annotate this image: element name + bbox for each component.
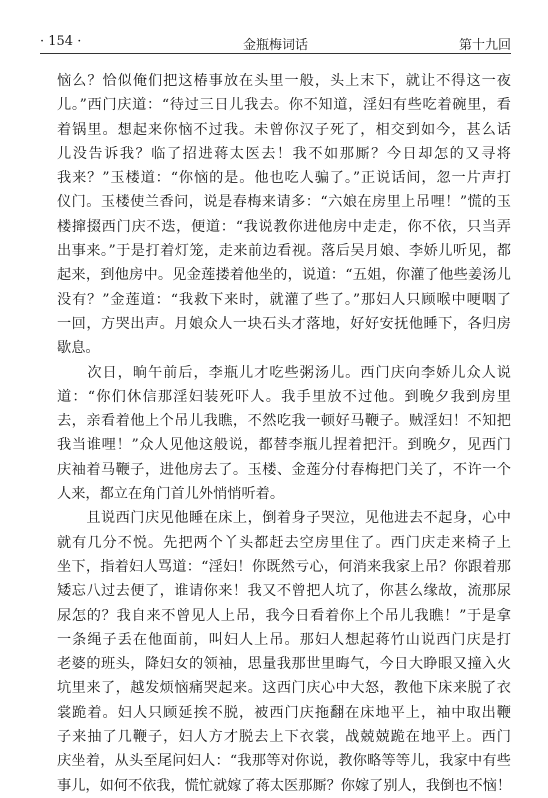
header-rule (40, 53, 511, 54)
text-line: 我来？”玉楼道：“你恼的是。他也吃人骗了。”正说话间，忽一片声打 (57, 170, 511, 187)
text-line: 次日，晌午前后，李瓶儿才吃些粥汤儿。西门庆向李娇儿众人说 (57, 364, 511, 381)
text-line: 人来，都立在角门首儿外悄悄听着。 (57, 486, 285, 503)
book-title: 金瓶梅词话 (242, 38, 308, 53)
text-line: 歇息。 (57, 340, 100, 357)
text-line: 儿。”西门庆道：“待过三日儿我去。你不知道，淫妇有些吃着碗里，看 (57, 97, 511, 114)
text-line: 我当谁哩！”众人见他这般说，都替李瓶儿捏着把汗。到晚夕，见西门 (57, 437, 511, 454)
text-line: 坐下，指着妇人骂道：“淫妇！你既然亏心，何消来我家上吊？你跟着那 (57, 558, 511, 575)
text-line: 庆袖着马鞭子，进他房去了。玉楼、金莲分付春梅把门关了，不许一个 (57, 461, 511, 478)
text-line: 着锅里。想起来你恼不过我。未曾你汉子死了，相交到如今，甚么话 (57, 121, 511, 138)
text-line: 坑里来了，越发烦恼痛哭起来。这西门庆心中大怒，教他下床来脱了衣 (57, 680, 511, 697)
text-line: 老婆的班头，降妇女的领袖，思量我那世里晦气，今日大睁眼又撞入火 (57, 656, 511, 673)
text-line: 且说西门庆见他睡在床上，倒着身子哭泣，见他进去不起身，心中 (57, 510, 511, 527)
text-line: 就有几分不悦。先把两个丫头都赶去空房里住了。西门庆走来椅子上 (57, 534, 511, 551)
text-line: 仪门。玉楼使兰香问，说是春梅来请多：“六娘在房里上吊哩！”慌的玉 (57, 194, 511, 211)
body-text (57, 69, 511, 798)
text-line: 庆坐着，从头至尾问妇人：“我那等对你说，教你略等等儿，我家中有些 (57, 753, 511, 770)
text-line: 起来，到他房中。见金莲搂着他坐的，说道：“五姐，你灌了他些姜汤儿 (57, 267, 511, 284)
text-line: 去，亲看着他上个吊儿我瞧，不然吃我一顿好马鞭子。贼淫妇！不知把 (57, 413, 511, 430)
text-line: 一回，方哭出声。月娘众人一块石头才落地，好好安抚他睡下，各归房 (57, 315, 511, 332)
chapter-title: 第十九回 (458, 38, 511, 53)
text-line: 裳跪着。妇人只顾延挨不脱，被西门庆拖翻在床地平上，袖中取出鞭 (57, 704, 511, 721)
text-line: 子来抽了几鞭子，妇人方才脱去上下衣裳，战兢兢跪在地平上。西门 (57, 729, 511, 746)
text-line: 恼么？恰似俺们把这椿事放在头里一般，头上末下，就让不得这一夜 (57, 73, 511, 89)
text-line: 儿没告诉我？临了招进蒋太医去！我不如那厮？今日却怎的又寻将 (57, 145, 511, 162)
text-line: 矮忘八过去便了，谁请你来！我又不曾把人坑了，你甚么缘故，流那尿 (57, 583, 511, 600)
text-line: 出事来。”于是打着灯笼，走来前边看视。落后吴月娘、李娇儿听见，都 (57, 243, 511, 260)
text-line: 道：“你们休信那淫妇装死吓人。我手里放不过他。到晚夕我到房里 (57, 388, 511, 405)
text-line: 事儿，如何不依我，慌忙就嫁了蒋太医那厮？你嫁了别人，我倒也不恼！ (57, 777, 512, 794)
text-line: 尿怎的？我自来不曾见人上吊，我今日看着你上个吊儿我瞧！”于是拿 (57, 607, 511, 624)
text-line: 一条绳子丢在他面前，叫妇人上吊。那妇人想起蒋竹山说西门庆是打 (57, 631, 511, 648)
running-header (40, 32, 511, 54)
text-line: 楼撺掇西门庆不迭，便道：“我说教你进他房中走走，你不依，只当弄 (57, 218, 511, 235)
text-line: 没有？”金莲道：“我救下来时，就灌了些了。”那妇人只顾喉中哽咽了 (57, 291, 511, 308)
page-number: · 154 · (40, 34, 82, 49)
